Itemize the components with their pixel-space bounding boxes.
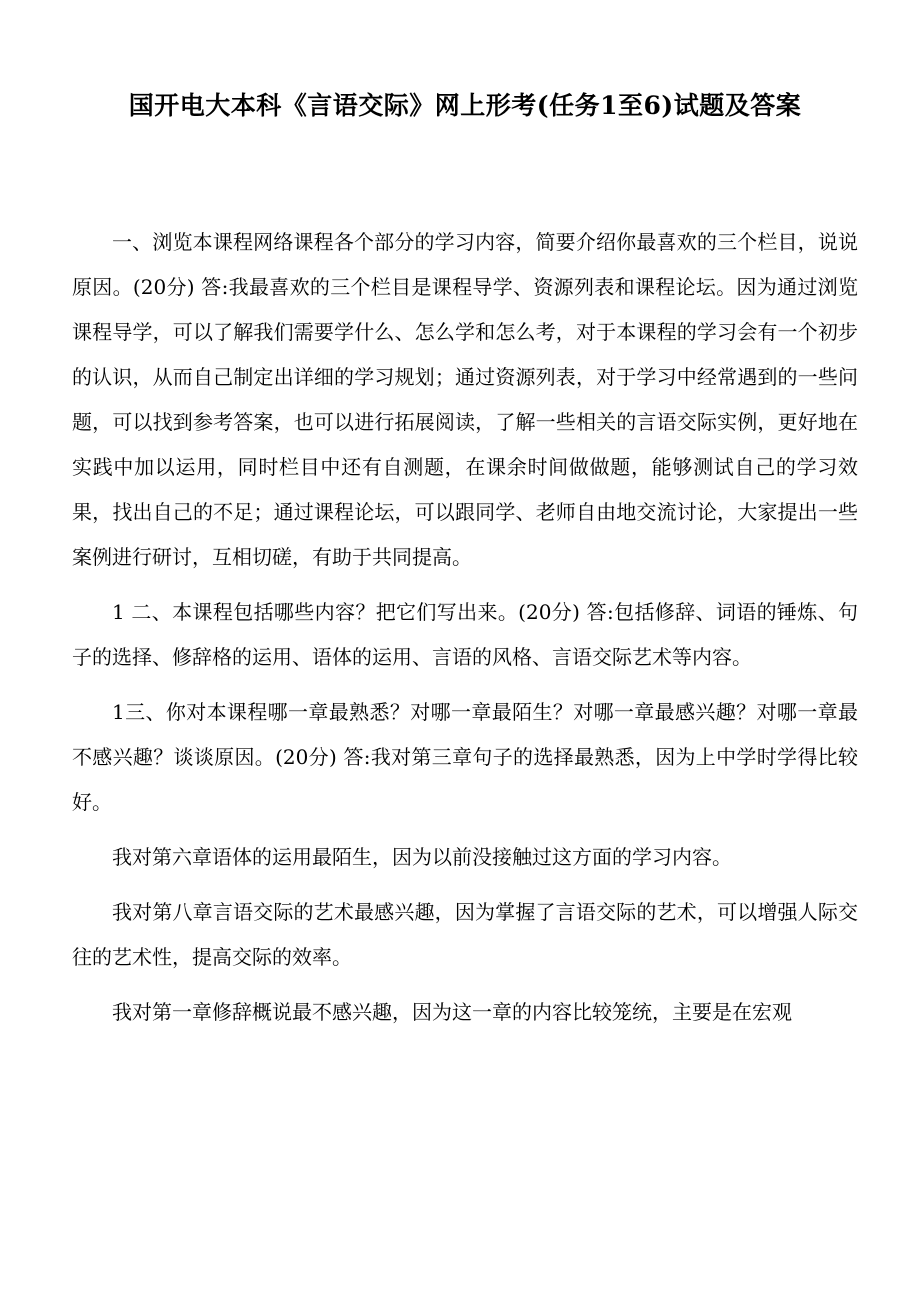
paragraph-q3-interest: 我对第八章言语交际的艺术最感兴趣，因为掌握了言语交际的艺术，可以增强人际交往的艺术性，提高交际的效率。 (72, 900, 858, 969)
document-title: 国开电大本科《言语交际》网上形考(任务1至6)试题及答案 (128, 91, 802, 120)
document-body (72, 220, 858, 1035)
paragraph-q3-least-interest: 我对第一章修辞概说最不感兴趣，因为这一章的内容比较笼统，主要是在宏观 (112, 1000, 792, 1024)
paragraph-q2: 1 二、本课程包括哪些内容？把它们写出来。(20分) 答:包括修辞、词语的锤炼、句子的选择、修辞格的运用、语体的运用、言语的风格、言语交际艺术等内容。 (72, 600, 858, 669)
paragraph-q1: 一、浏览本课程网络课程各个部分的学习内容，简要介绍你最喜欢的三个栏目，说说原因。(20分) 答:我最喜欢的三个栏目是课程导学、资源列表和课程论坛。因为通过浏览课程导学，可以了解我们需要学什么、怎么学和怎么考，对于本课程的学习会有一个初步的认识，从而自己制定出详细的学习规划；通过资源列表，对于学习中经常遇到的一些问题，可以找到参考答案，也可以进行拓展阅读，了解一些相关的言语交际实例，更好地在实践中加以运用，同时栏目中还有自测题，在课余时间做做题，能够测试自己的学习效果，找出自己的不足；通过课程论坛，可以跟同学、老师自由地交流讨论，大家提出一些案例进行研讨，互相切磋，有助于共同提高。 (72, 230, 858, 569)
paragraph-q3: 1三、你对本课程哪一章最熟悉？对哪一章最陌生？对哪一章最感兴趣？对哪一章最不感兴趣？谈谈原因。(20分) 答:我对第三章句子的选择最熟悉，因为上中学时学得比较好。 (72, 700, 858, 814)
paragraph-q3-unfamiliar: 我对第六章语体的运用最陌生，因为以前没接触过这方面的学习内容。 (112, 845, 732, 869)
